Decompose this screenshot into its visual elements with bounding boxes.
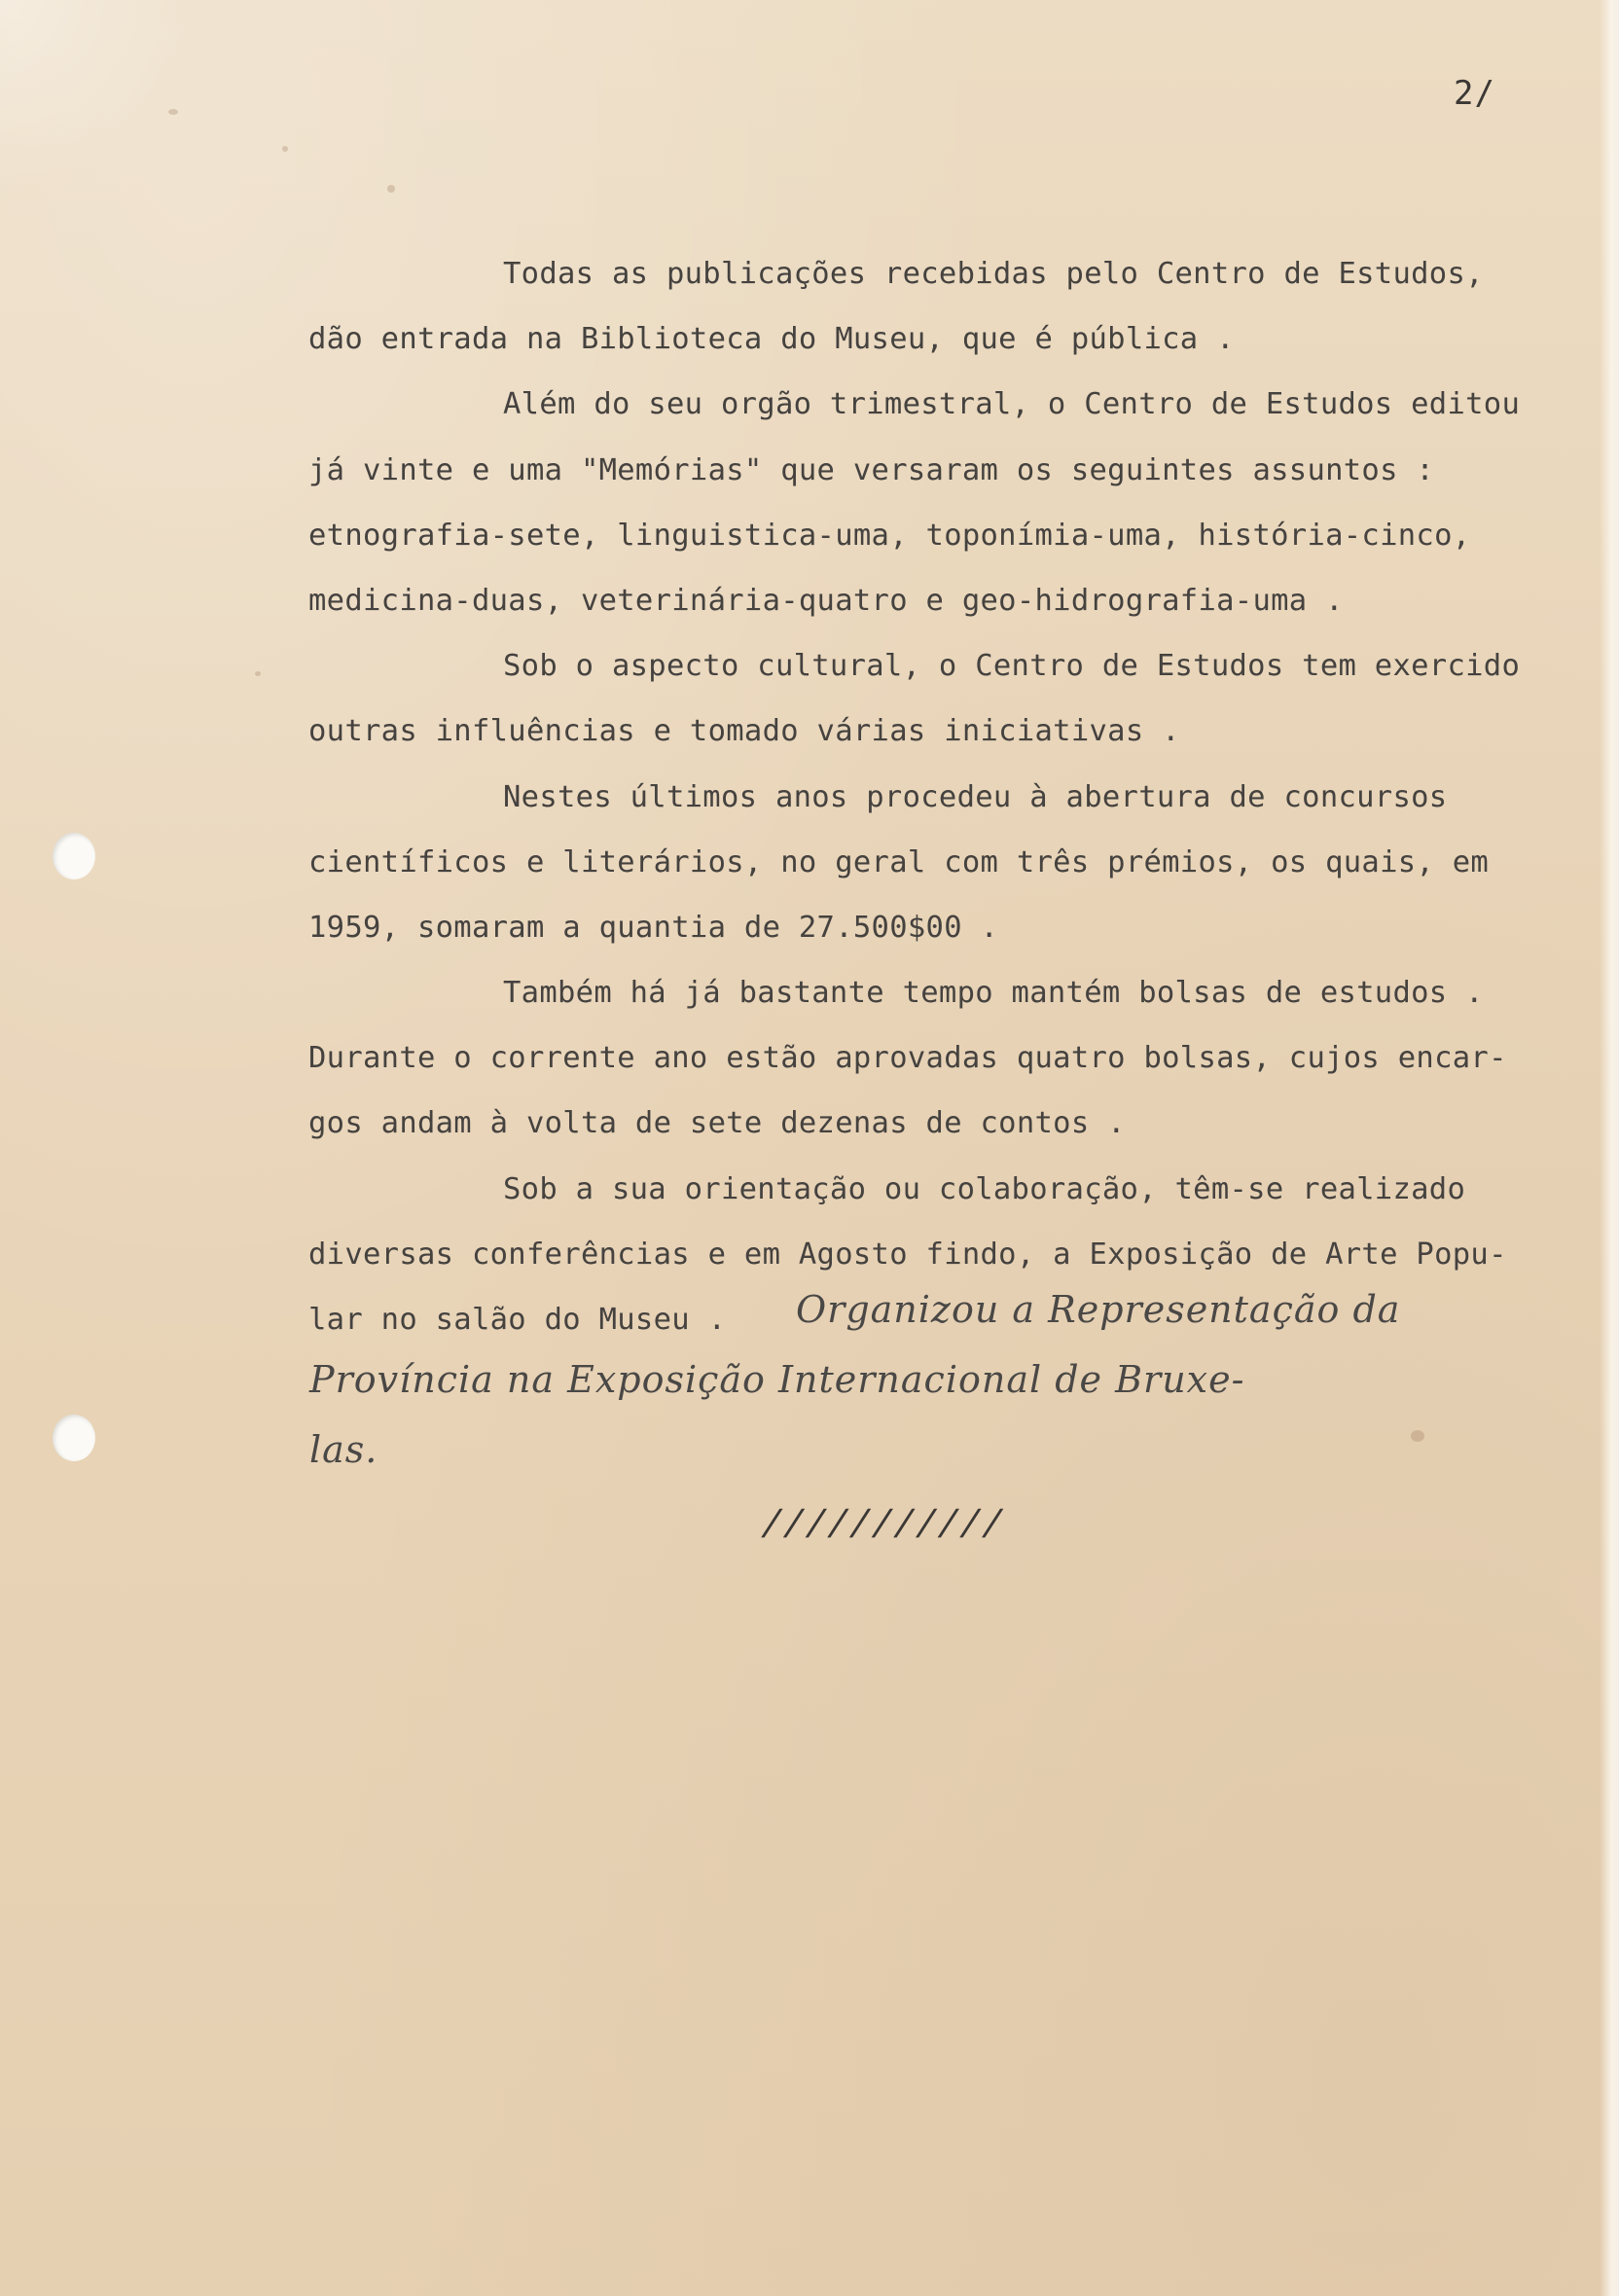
text-line: Todas as publicações recebidas pelo Centro de Estudos, <box>503 257 1484 291</box>
punch-hole-top <box>53 833 95 879</box>
text-line: lar no salão do Museu . <box>308 1303 727 1337</box>
text-line: Também há já bastante tempo mantém bolsas de estudos . <box>503 976 1484 1011</box>
paper-speck <box>387 185 395 193</box>
text-line: já vinte e uma "Memórias" que versaram os seguintes assuntos : <box>308 452 1435 487</box>
text-line: dão entrada na Biblioteca do Museu, que é pública . <box>308 322 1235 357</box>
page-number: 2/ <box>1454 74 1495 113</box>
paper-speck <box>255 671 261 676</box>
text-line: científicos e literários, no geral com três prémios, os quais, em <box>308 844 1490 879</box>
text-line: Sob a sua orientação ou colaboração, têm-se realizado <box>503 1171 1466 1206</box>
paper-speck <box>168 109 178 115</box>
text-line: 1959, somaram a quantia de 27.500$00 . <box>308 910 999 945</box>
paper-right-edge <box>1600 0 1619 2296</box>
typed-body-text <box>308 241 1602 1352</box>
text-line: diversas conferências e em Agosto findo, a Exposição de Arte Popu- <box>308 1237 1507 1272</box>
paper-speck <box>282 146 288 152</box>
punch-hole-bottom <box>53 1415 95 1461</box>
handwritten-line: Organizou a Representação da <box>796 1288 1401 1331</box>
text-line: Durante o corrente ano estão aprovadas quatro bolsas, cujos encar- <box>308 1041 1507 1076</box>
text-line: Nestes últimos anos procedeu à abertura de concursos <box>503 779 1448 814</box>
text-line: outras influências e tomado várias iniciativas . <box>308 714 1180 749</box>
text-line: Além do seu orgão trimestral, o Centro de Estudos editou <box>503 387 1521 422</box>
handwritten-line: Província na Exposição Internacional de Bruxe- <box>309 1358 1245 1401</box>
handwritten-line: las. <box>309 1428 378 1471</box>
closing-separator: /////////// <box>758 1503 1009 1543</box>
text-line: medicina-duas, veterinária-quatro e geo-hidrografia-uma . <box>308 583 1344 618</box>
paper-fold-highlight <box>0 0 195 195</box>
text-line: gos andam à volta de sete dezenas de contos . <box>308 1106 1126 1141</box>
text-line: etnografia-sete, linguistica-uma, toponímia-uma, história-cinco, <box>308 518 1471 553</box>
handwritten-annotation <box>309 1265 1594 1485</box>
text-line: Sob o aspecto cultural, o Centro de Estudos tem exercido <box>503 649 1521 684</box>
